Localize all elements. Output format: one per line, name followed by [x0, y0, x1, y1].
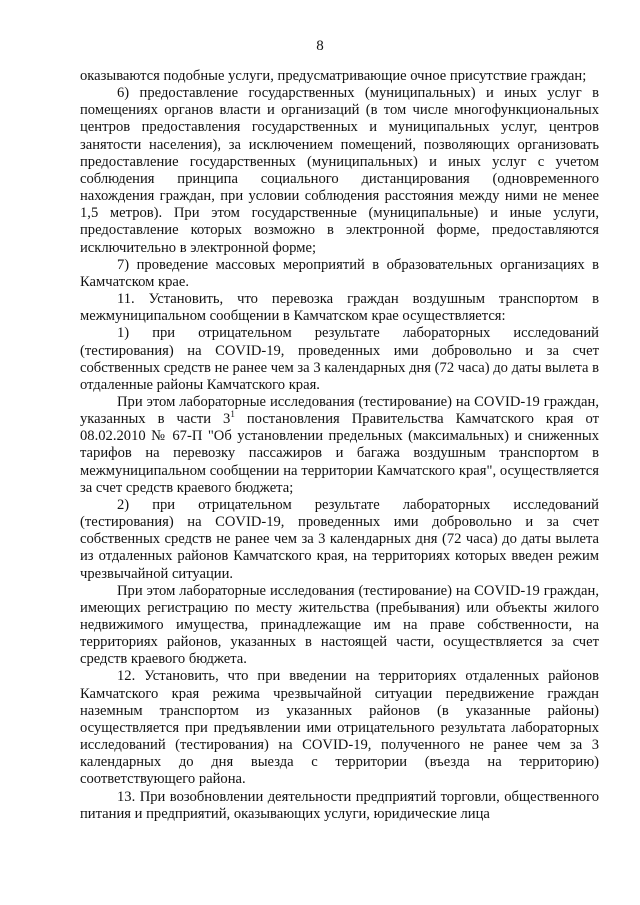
paragraph-item-7: 7) проведение массовых мероприятий в образовательных организациях в Камчатском крае. — [80, 256, 599, 290]
paragraph-funding-note-1 — [80, 394, 599, 497]
paragraph-item-6: 6) предоставление государственных (муниципальных) и иных услуг в помещениях органов власти и организаций (в том числе многофункциональных центров предоставления государственных и муниципальных услуг, центров занятости населения), за исключением помещений, позволяющих организовать предоставление государственных (муниципальных) и иных услуг с учетом соблюдения принципа социального дистанцирования (одновременного нахождения граждан, при условии соблюдения расстояния между ними не менее 1,5 метров). При этом государственные (муниципальные) и иные услуги, предоставление которых возможно в электронной форме, предоставляются исключительно в электронной форме; — [80, 85, 599, 256]
document-body — [80, 68, 599, 823]
paragraph-clause-11: 11. Установить, что перевозка граждан воздушным транспортом в межмуниципальном сообщении в Камчатском крае осуществляется: — [80, 291, 599, 325]
paragraph-funding-note-2: При этом лабораторные исследования (тестирование) на COVID-19 граждан, имеющих регистрацию по месту жительства (пребывания) или объекты жилого недвижимого имущества, принадлежащие им на праве собственности, на территориях районов, указанных в настоящей части, осуществляется за счет средств краевого бюджета. — [80, 582, 599, 668]
page-number: 8 — [316, 38, 324, 54]
paragraph-clause-11-item-1: 1) при отрицательном результате лабораторных исследований (тестирования) на COVID-19, проведенных ими добровольно и за счет собственных средств не ранее чем за 3 календарных дня (72 часа) до даты вылета в отдаленные районы Камчатского края. — [80, 325, 599, 393]
paragraph-clause-12: 12. Установить, что при введении на территориях отдаленных районов Камчатского края режима чрезвычайной ситуации передвижение граждан наземным транспортом из указанных районов (в указанные районы) осуществляется при предъявлении ими отрицательного результата лабораторных исследований (тестирования) на COVID-19, полученного не ранее чем за 3 календарных до дня выезда с территории (въезда на территорию) соответствующего района. — [80, 668, 599, 788]
paragraph-continuation: оказываются подобные услуги, предусматривающие очное присутствие граждан; — [80, 68, 587, 84]
paragraph-text-part: постановления Правительства Камчатского края от 08.02.2010 № 67-П "Об установлении предельных (максимальных) и сниженных тарифов на перевозку пассажиров и багажа воздушным транспортом в межмуниципальном сообщении на территории Камчатского края", осуществляется за счет средств краевого бюджета; — [80, 411, 599, 496]
paragraph-clause-11-item-2: 2) при отрицательном результате лабораторных исследований (тестирования) на COVID-19, проведенных ими добровольно и за счет собственных средств не ранее чем за 3 календарных дня (72 часа) до даты вылета из отдаленных районов Камчатского края, на территориях которых введен режим чрезвычайной ситуации. — [80, 496, 599, 582]
paragraph-clause-13: 13. При возобновлении деятельности предприятий торговли, общественного питания и предприятий, оказывающих услуги, юридические лица — [80, 788, 599, 822]
paragraph-text-part: При этом лабораторные исследования (тестирование) на COVID-19 граждан, указанных в части 3 — [80, 393, 599, 428]
superscript: 1 — [230, 409, 235, 420]
